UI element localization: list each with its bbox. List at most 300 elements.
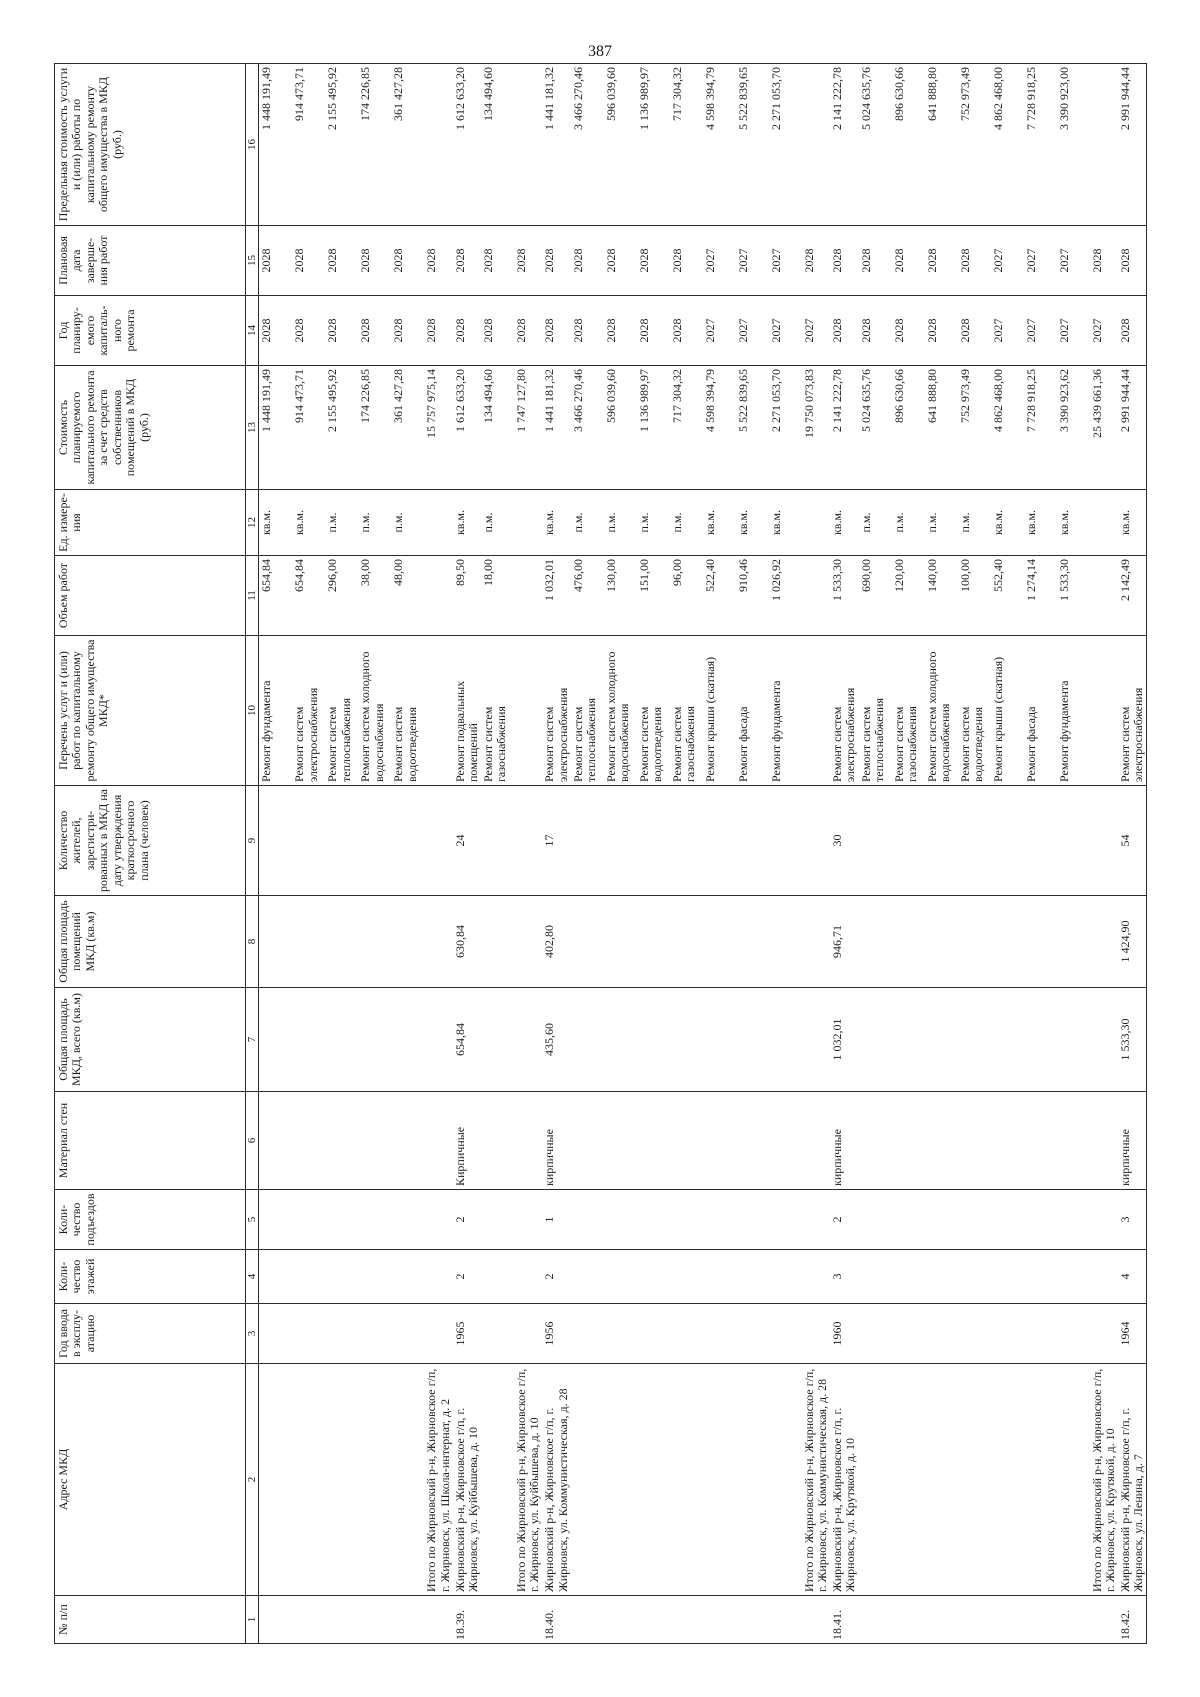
wall-material-cell	[958, 1092, 991, 1190]
total-row	[802, 64, 830, 1644]
work-volume-cell: 476,00	[571, 556, 604, 636]
cost-cell: 5 522 839,65	[736, 366, 769, 490]
wall-material-cell	[604, 1092, 637, 1190]
row-number-cell	[514, 1596, 542, 1644]
commission-year-cell	[259, 1304, 293, 1364]
cost-cell: 1 448 191,49	[259, 366, 293, 490]
repair-year-cell: 2028	[292, 296, 325, 366]
work-volume-cell: 1 533,30	[1057, 556, 1090, 636]
work-row	[391, 64, 424, 1644]
entrances-cell	[259, 1190, 293, 1250]
residents-cell	[604, 786, 637, 896]
column-number-16: 16	[246, 64, 259, 226]
floors-cell	[604, 1250, 637, 1304]
work-volume-cell: 296,00	[325, 556, 358, 636]
total-area-cell	[325, 988, 358, 1092]
work-volume-cell: 96,00	[670, 556, 703, 636]
work-type-cell: Ремонт систем электроснабжения	[542, 636, 570, 786]
work-row	[481, 64, 514, 1644]
work-row	[703, 64, 736, 1644]
work-type-cell: Ремонт фундамента	[1057, 636, 1090, 786]
work-row	[325, 64, 358, 1644]
work-volume-cell: 1 032,01	[542, 556, 570, 636]
work-volume-cell: 140,00	[925, 556, 958, 636]
work-volume-cell: 18,00	[481, 556, 514, 636]
max-cost-cell: 174 226,85	[358, 64, 391, 226]
row-number-cell	[325, 1596, 358, 1644]
column-header-3: Год ввода в эксплу-атацию	[55, 1304, 246, 1364]
unit-cell: п.м.	[892, 490, 925, 556]
wall-material-cell	[424, 1092, 452, 1190]
total-area-cell	[736, 988, 769, 1092]
work-volume-cell: 100,00	[958, 556, 991, 636]
cost-cell: 1 747 127,80	[514, 366, 542, 490]
unit-cell: п.м.	[925, 490, 958, 556]
unit-cell: п.м.	[481, 490, 514, 556]
work-volume-cell: 48,00	[391, 556, 424, 636]
work-volume-cell: 38,00	[358, 556, 391, 636]
column-number-8: 8	[246, 896, 259, 988]
commission-year-cell	[670, 1304, 703, 1364]
work-row	[859, 64, 892, 1644]
row-number-cell	[802, 1596, 830, 1644]
commission-year-cell	[736, 1304, 769, 1364]
work-volume-cell: 552,40	[991, 556, 1024, 636]
column-header-11: Объем работ	[55, 556, 246, 636]
completion-date-cell: 2028	[259, 226, 293, 296]
row-number-cell	[481, 1596, 514, 1644]
cost-cell: 15 757 975,14	[424, 366, 452, 490]
repair-year-cell: 2028	[424, 296, 452, 366]
repair-year-cell: 2028	[604, 296, 637, 366]
work-row	[925, 64, 958, 1644]
commission-year-cell	[637, 1304, 670, 1364]
entrances-cell	[859, 1190, 892, 1250]
wall-material-cell	[571, 1092, 604, 1190]
repair-year-cell: 2028	[391, 296, 424, 366]
floors-cell	[637, 1250, 670, 1304]
total-row	[1090, 64, 1118, 1644]
premises-area-cell	[514, 896, 542, 988]
cost-cell: 25 439 661,36	[1090, 366, 1118, 490]
entrances-cell	[802, 1190, 830, 1250]
cost-cell: 596 039,60	[604, 366, 637, 490]
entrances-cell	[1090, 1190, 1118, 1250]
completion-date-cell: 2028	[925, 226, 958, 296]
wall-material-cell	[769, 1092, 802, 1190]
completion-date-cell: 2028	[859, 226, 892, 296]
cost-cell: 717 304,32	[670, 366, 703, 490]
work-type-cell: Ремонт фундамента	[259, 636, 293, 786]
row-number-cell	[292, 1596, 325, 1644]
commission-year-cell	[604, 1304, 637, 1364]
max-cost-cell: 2 991 944,44	[1118, 64, 1147, 226]
address-cell	[703, 1364, 736, 1596]
residents-cell	[769, 786, 802, 896]
address-cell: Жирновский р-н, Жирновское г/п, г. Жирновск, ул. Куйбышева, д. 10	[453, 1364, 481, 1596]
entrances-cell: 2	[453, 1190, 481, 1250]
premises-area-cell	[604, 896, 637, 988]
residents-cell	[325, 786, 358, 896]
repair-year-cell: 2028	[925, 296, 958, 366]
building-row	[1118, 64, 1147, 1644]
unit-cell: кв.м.	[1057, 490, 1090, 556]
address-cell	[736, 1364, 769, 1596]
residents-cell: 54	[1118, 786, 1147, 896]
capital-repair-table	[54, 63, 1147, 1644]
row-number-cell	[1090, 1596, 1118, 1644]
row-number-cell	[670, 1596, 703, 1644]
unit-cell: п.м.	[604, 490, 637, 556]
page-number: 387	[588, 43, 612, 61]
work-volume-cell: 2 142,49	[1118, 556, 1147, 636]
premises-area-cell	[292, 896, 325, 988]
row-number-cell: 18.42.	[1118, 1596, 1147, 1644]
work-type-cell: Ремонт систем теплоснабжения	[325, 636, 358, 786]
max-cost-cell: 361 427,28	[391, 64, 424, 226]
unit-cell: кв.м.	[991, 490, 1024, 556]
work-volume-cell: 522,40	[703, 556, 736, 636]
entrances-cell	[637, 1190, 670, 1250]
cost-cell: 4 862 468,00	[991, 366, 1024, 490]
entrances-cell	[1057, 1190, 1090, 1250]
row-number-cell	[424, 1596, 452, 1644]
wall-material-cell	[325, 1092, 358, 1190]
column-number-2: 2	[246, 1364, 259, 1596]
row-number-cell	[1057, 1596, 1090, 1644]
total-area-cell	[571, 988, 604, 1092]
entrances-cell	[736, 1190, 769, 1250]
commission-year-cell	[325, 1304, 358, 1364]
work-type-cell: Ремонт систем холодного водоснабжения	[604, 636, 637, 786]
premises-area-cell	[424, 896, 452, 988]
cost-cell: 641 888,80	[925, 366, 958, 490]
max-cost-cell: 1 612 633,20	[453, 64, 481, 226]
row-number-cell: 18.41.	[830, 1596, 858, 1644]
column-number-11: 11	[246, 556, 259, 636]
work-type-cell: Ремонт систем водоотведения	[637, 636, 670, 786]
wall-material-cell	[391, 1092, 424, 1190]
premises-area-cell	[325, 896, 358, 988]
column-header-4: Коли-чество этажей	[55, 1250, 246, 1304]
work-type-cell: Ремонт систем холодного водоснабжения	[358, 636, 391, 786]
column-number-6: 6	[246, 1092, 259, 1190]
total-area-cell	[802, 988, 830, 1092]
address-cell	[604, 1364, 637, 1596]
row-number-cell	[925, 1596, 958, 1644]
residents-cell: 24	[453, 786, 481, 896]
max-cost-cell: 3 390 923,00	[1057, 64, 1090, 226]
max-cost-cell: 596 039,60	[604, 64, 637, 226]
completion-date-cell: 2027	[1024, 226, 1057, 296]
column-header-7: Общая площадь МКД, всего (кв.м)	[55, 988, 246, 1092]
repair-year-cell: 2027	[1024, 296, 1057, 366]
unit-cell: кв.м.	[453, 490, 481, 556]
premises-area-cell	[358, 896, 391, 988]
max-cost-cell: 5 024 635,76	[859, 64, 892, 226]
work-volume-cell: 654,84	[259, 556, 293, 636]
max-cost-cell: 1 448 191,49	[259, 64, 293, 226]
entrances-cell	[892, 1190, 925, 1250]
commission-year-cell	[292, 1304, 325, 1364]
cost-cell: 134 494,60	[481, 366, 514, 490]
work-row	[769, 64, 802, 1644]
column-number-3: 3	[246, 1304, 259, 1364]
total-area-cell	[1090, 988, 1118, 1092]
header-row	[55, 64, 246, 1644]
cost-cell: 7 728 918,25	[1024, 366, 1057, 490]
work-type-cell	[424, 636, 452, 786]
premises-area-cell	[1024, 896, 1057, 988]
cost-cell: 3 466 270,46	[571, 366, 604, 490]
residents-cell	[424, 786, 452, 896]
work-volume-cell: 120,00	[892, 556, 925, 636]
wall-material-cell	[358, 1092, 391, 1190]
wall-material-cell	[637, 1092, 670, 1190]
premises-area-cell	[259, 896, 293, 988]
work-type-cell: Ремонт крыши (скатная)	[703, 636, 736, 786]
completion-date-cell: 2027	[769, 226, 802, 296]
residents-cell	[736, 786, 769, 896]
address-cell	[925, 1364, 958, 1596]
premises-area-cell	[571, 896, 604, 988]
work-volume-cell: 89,50	[453, 556, 481, 636]
completion-date-cell: 2028	[391, 226, 424, 296]
entrances-cell	[958, 1190, 991, 1250]
unit-cell: кв.м.	[703, 490, 736, 556]
row-number-cell	[859, 1596, 892, 1644]
entrances-cell	[481, 1190, 514, 1250]
wall-material-cell	[892, 1092, 925, 1190]
premises-area-cell: 630,84	[453, 896, 481, 988]
wall-material-cell	[1057, 1092, 1090, 1190]
max-cost-cell: 7 728 918,25	[1024, 64, 1057, 226]
entrances-cell	[991, 1190, 1024, 1250]
unit-cell: кв.м.	[830, 490, 858, 556]
cost-cell: 2 141 222,78	[830, 366, 858, 490]
commission-year-cell: 1956	[542, 1304, 570, 1364]
unit-cell: кв.м.	[259, 490, 293, 556]
work-volume-cell: 130,00	[604, 556, 637, 636]
residents-cell: 30	[830, 786, 858, 896]
work-type-cell: Ремонт фундамента	[769, 636, 802, 786]
unit-cell: кв.м.	[736, 490, 769, 556]
work-row	[604, 64, 637, 1644]
repair-year-cell: 2027	[769, 296, 802, 366]
total-area-cell: 1 533,30	[1118, 988, 1147, 1092]
work-volume-cell: 690,00	[859, 556, 892, 636]
entrances-cell	[769, 1190, 802, 1250]
address-cell	[292, 1364, 325, 1596]
residents-cell	[703, 786, 736, 896]
unit-cell	[424, 490, 452, 556]
floors-cell	[1057, 1250, 1090, 1304]
commission-year-cell	[991, 1304, 1024, 1364]
residents-cell	[571, 786, 604, 896]
column-number-15: 15	[246, 226, 259, 296]
max-cost-cell	[424, 64, 452, 226]
row-number-cell	[571, 1596, 604, 1644]
row-number-cell	[604, 1596, 637, 1644]
unit-cell: кв.м.	[292, 490, 325, 556]
max-cost-cell: 3 466 270,46	[571, 64, 604, 226]
floors-cell	[991, 1250, 1024, 1304]
column-header-9: Количество жителей, зарегистри-рованных в МКД на дату утверждения краткосрочного плана (человек)	[55, 786, 246, 896]
floors-cell	[1024, 1250, 1057, 1304]
floors-cell	[481, 1250, 514, 1304]
entrances-cell: 2	[830, 1190, 858, 1250]
residents-cell	[391, 786, 424, 896]
address-cell	[1057, 1364, 1090, 1596]
work-type-cell: Ремонт систем газоснабжения	[670, 636, 703, 786]
column-header-12: Ед. измере-ния	[55, 490, 246, 556]
wall-material-cell	[292, 1092, 325, 1190]
max-cost-cell: 2 271 053,70	[769, 64, 802, 226]
completion-date-cell: 2028	[892, 226, 925, 296]
cost-cell: 2 991 944,44	[1118, 366, 1147, 490]
work-row	[1057, 64, 1090, 1644]
commission-year-cell	[481, 1304, 514, 1364]
work-row	[259, 64, 293, 1644]
column-header-1: № п/п	[55, 1596, 246, 1644]
entrances-cell	[292, 1190, 325, 1250]
floors-cell	[325, 1250, 358, 1304]
premises-area-cell	[802, 896, 830, 988]
work-type-cell: Ремонт систем теплоснабжения	[859, 636, 892, 786]
total-area-cell	[859, 988, 892, 1092]
residents-cell	[958, 786, 991, 896]
entrances-cell	[514, 1190, 542, 1250]
commission-year-cell	[424, 1304, 452, 1364]
address-cell: Итого по Жирновский р-н, Жирновское г/п, г. Жирновск, ул. Коммунистическая, д. 28	[802, 1364, 830, 1596]
residents-cell	[259, 786, 293, 896]
entrances-cell	[1024, 1190, 1057, 1250]
premises-area-cell	[1090, 896, 1118, 988]
max-cost-cell	[802, 64, 830, 226]
row-number-cell	[1024, 1596, 1057, 1644]
work-type-cell: Ремонт подвальных помещений	[453, 636, 481, 786]
entrances-cell	[391, 1190, 424, 1250]
completion-date-cell: 2028	[1118, 226, 1147, 296]
work-volume-cell: 654,84	[292, 556, 325, 636]
column-number-row	[246, 64, 259, 1644]
unit-cell	[1090, 490, 1118, 556]
repair-year-cell: 2028	[325, 296, 358, 366]
commission-year-cell	[391, 1304, 424, 1364]
premises-area-cell	[391, 896, 424, 988]
max-cost-cell: 641 888,80	[925, 64, 958, 226]
residents-cell	[1024, 786, 1057, 896]
max-cost-cell: 914 473,71	[292, 64, 325, 226]
work-row	[1024, 64, 1057, 1644]
wall-material-cell	[670, 1092, 703, 1190]
wall-material-cell	[802, 1092, 830, 1190]
work-type-cell: Ремонт систем электроснабжения	[292, 636, 325, 786]
commission-year-cell	[1090, 1304, 1118, 1364]
row-number-cell	[259, 1596, 293, 1644]
wall-material-cell: кирпичные	[830, 1092, 858, 1190]
column-header-13: Стоимость планируемого капитального ремонта за счет средств собственников помещений в МКД (руб.)	[55, 366, 246, 490]
total-area-cell	[292, 988, 325, 1092]
completion-date-cell: 2028	[424, 226, 452, 296]
commission-year-cell: 1960	[830, 1304, 858, 1364]
unit-cell: п.м.	[391, 490, 424, 556]
completion-date-cell: 2028	[453, 226, 481, 296]
max-cost-cell: 4 598 394,79	[703, 64, 736, 226]
work-row	[892, 64, 925, 1644]
total-area-cell	[991, 988, 1024, 1092]
entrances-cell	[571, 1190, 604, 1250]
document-page	[20, 38, 1180, 1658]
work-row	[637, 64, 670, 1644]
work-row	[670, 64, 703, 1644]
completion-date-cell: 2028	[571, 226, 604, 296]
repair-year-cell: 2027	[736, 296, 769, 366]
completion-date-cell: 2028	[325, 226, 358, 296]
address-cell: Жирновский р-н, Жирновское г/п, г. Жирновск, ул. Коммунистическая, д. 28	[542, 1364, 570, 1596]
wall-material-cell	[991, 1092, 1024, 1190]
total-area-cell	[637, 988, 670, 1092]
column-header-16: Предельная стоимость услуги и (или) работы по капитальному ремонту общего имущества в МКД (руб.)	[55, 64, 246, 226]
max-cost-cell: 2 141 222,78	[830, 64, 858, 226]
completion-date-cell: 2028	[542, 226, 570, 296]
repair-year-cell: 2028	[958, 296, 991, 366]
floors-cell	[571, 1250, 604, 1304]
work-row	[292, 64, 325, 1644]
address-cell	[859, 1364, 892, 1596]
row-number-cell	[769, 1596, 802, 1644]
unit-cell: п.м.	[859, 490, 892, 556]
wall-material-cell	[514, 1092, 542, 1190]
total-area-cell	[391, 988, 424, 1092]
premises-area-cell	[637, 896, 670, 988]
completion-date-cell: 2027	[703, 226, 736, 296]
premises-area-cell: 1 424,90	[1118, 896, 1147, 988]
work-volume-cell	[424, 556, 452, 636]
premises-area-cell	[670, 896, 703, 988]
completion-date-cell: 2028	[802, 226, 830, 296]
column-header-5: Коли-чество подъездов	[55, 1190, 246, 1250]
total-area-cell	[958, 988, 991, 1092]
entrances-cell	[325, 1190, 358, 1250]
column-number-7: 7	[246, 988, 259, 1092]
work-type-cell: Ремонт систем электроснабжения	[830, 636, 858, 786]
work-volume-cell: 1 533,30	[830, 556, 858, 636]
repair-year-cell: 2028	[542, 296, 570, 366]
work-row	[958, 64, 991, 1644]
repair-year-cell: 2028	[358, 296, 391, 366]
work-type-cell: Ремонт крыши (скатная)	[991, 636, 1024, 786]
work-volume-cell: 151,00	[637, 556, 670, 636]
completion-date-cell: 2028	[358, 226, 391, 296]
work-type-cell: Ремонт систем газоснабжения	[481, 636, 514, 786]
address-cell: Итого по Жирновский р-н, Жирновское г/п, г. Жирновск, ул. Куйбышева, д. 10	[514, 1364, 542, 1596]
commission-year-cell	[571, 1304, 604, 1364]
premises-area-cell: 402,80	[542, 896, 570, 988]
column-number-9: 9	[246, 786, 259, 896]
cost-cell: 5 024 635,76	[859, 366, 892, 490]
floors-cell: 2	[453, 1250, 481, 1304]
row-number-cell	[991, 1596, 1024, 1644]
commission-year-cell: 1964	[1118, 1304, 1147, 1364]
work-volume-cell: 1 026,92	[769, 556, 802, 636]
commission-year-cell	[892, 1304, 925, 1364]
address-cell	[1024, 1364, 1057, 1596]
floors-cell	[358, 1250, 391, 1304]
wall-material-cell: кирпичные	[542, 1092, 570, 1190]
total-area-cell	[1057, 988, 1090, 1092]
premises-area-cell	[925, 896, 958, 988]
